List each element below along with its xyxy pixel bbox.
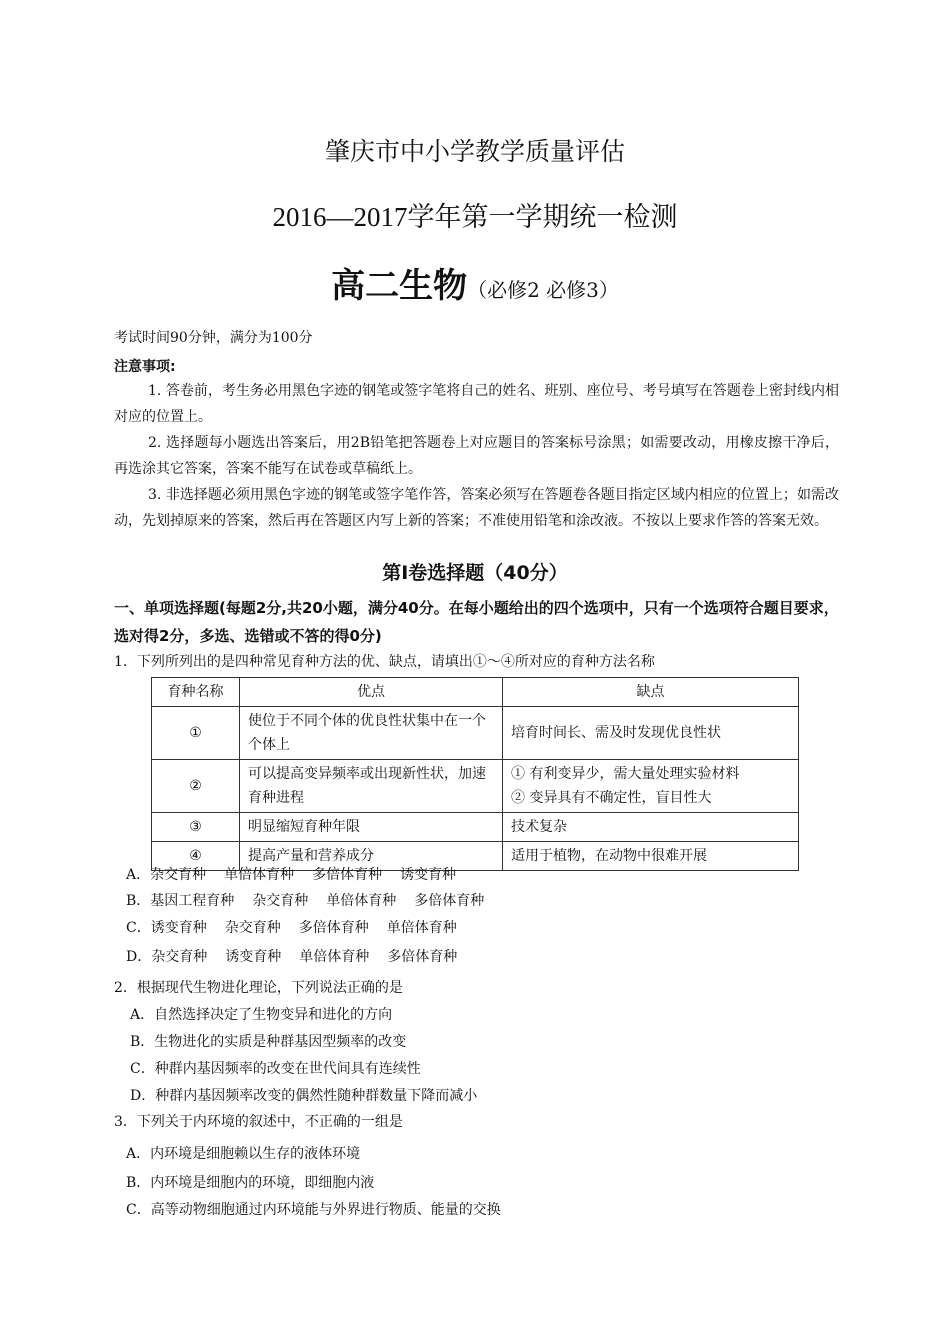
table-cell: 提高产量和营养成分 <box>240 842 503 871</box>
note-item: 3. 非选择题必须用黑色字迹的钢笔或签字笔作答，答案必须写在答题卷各题目指定区域内相应的位置上；如需改动，先划掉原来的答案，然后再在答题区内写上新的答案；不准使用铅笔和涂改液。不按以上要求作答的答案无效。 <box>114 487 839 529</box>
question-3-option-b: B．内环境是细胞内的环境，即细胞内液 <box>126 1175 375 1191</box>
question-2-option-b: B．生物进化的实质是种群基因型频率的改变 <box>130 1034 407 1050</box>
table-cell: 使位于不同个体的优良性状集中在一个个体上 <box>240 707 503 760</box>
option-item: 杂交育种 <box>252 893 309 909</box>
table-cell: 技术复杂 <box>503 813 799 842</box>
option-label: C． <box>126 920 151 936</box>
table-cell: 可以提高变异频率或出现新性状，加速育种进程 <box>240 760 503 813</box>
option-item: 诱变育种 <box>150 920 207 936</box>
option-item: 单倍体育种 <box>386 920 457 936</box>
option-item: 多倍体育种 <box>387 949 458 965</box>
notes-title: 注意事项: <box>114 359 176 375</box>
table-cell-line: ② 变异具有不确定性，盲目性大 <box>511 790 712 806</box>
table-header: 优点 <box>240 678 503 707</box>
question-3-stem: 3．下列关于内环境的叙述中，不正确的一组是 <box>114 1114 403 1130</box>
header-exam-title: 2016—2017学年第一学期统一检测 <box>272 202 678 232</box>
option-item: 多倍体育种 <box>414 893 485 909</box>
table-header: 育种名称 <box>152 678 240 707</box>
question-2-stem: 2．根据现代生物进化理论，下列说法正确的是 <box>114 980 403 996</box>
option-item: 多倍体育种 <box>312 867 383 883</box>
question-2-option-a: A．自然选择决定了生物变异和进化的方向 <box>130 1007 393 1023</box>
table-cell: ③ <box>152 813 240 842</box>
table-cell: 培育时间长、需及时发现优良性状 <box>503 707 799 760</box>
question-1-option-b <box>126 890 484 910</box>
table-cell: 适用于植物，在动物中很难开展 <box>503 842 799 871</box>
breeding-methods-table <box>151 677 799 871</box>
section-title: 第Ⅰ卷选择题（40分） <box>382 562 568 584</box>
option-label: B． <box>126 893 151 909</box>
question-2-option-c: C．种群内基因频率的改变在世代间具有连续性 <box>130 1061 421 1077</box>
note-item: 1. 答卷前，考生务必用黑色字迹的钢笔或签字笔将自己的姓名、班别、座位号、考号填写在答题卷上密封线内相对应的位置上。 <box>114 383 839 425</box>
header-subject <box>0 258 950 307</box>
note-item: 2. 选择题每小题选出答案后，用2B铅笔把答题卷上对应题目的答案标号涂黑；如需要改动，用橡皮擦干净后，再选涂其它答案，答案不能写在试卷或草稿纸上。 <box>114 435 839 477</box>
question-2-option-d: D．种群内基因频率改变的偶然性随种群数量下降而减小 <box>130 1088 478 1104</box>
question-1-option-d <box>126 946 457 966</box>
table-cell: 明显缩短育种年限 <box>240 813 503 842</box>
table-header-row <box>152 678 799 707</box>
question-1-option-a <box>126 864 456 884</box>
section-instructions: 一、单项选择题(每题2分,共20小题，满分40分。在每小题给出的四个选项中，只有一个选项符合题目要求，选对得2分，多选、选错或不答的得0分) <box>114 599 839 645</box>
option-item: 杂交育种 <box>150 867 207 883</box>
option-item: 单倍体育种 <box>299 949 370 965</box>
table-header: 缺点 <box>503 678 799 707</box>
subject-title: 高二生物 <box>331 266 468 306</box>
subject-note: （必修2 必修3） <box>467 278 619 302</box>
table-row <box>152 760 799 813</box>
option-item: 单倍体育种 <box>326 893 397 909</box>
option-item: 杂交育种 <box>151 949 208 965</box>
option-item: 多倍体育种 <box>298 920 369 936</box>
table-cell <box>503 760 799 813</box>
option-item: 诱变育种 <box>225 949 282 965</box>
option-label: A． <box>126 867 151 883</box>
option-item: 单倍体育种 <box>224 867 295 883</box>
question-1-option-c <box>126 917 457 937</box>
option-item: 杂交育种 <box>224 920 281 936</box>
question-1-stem: 1．下列所列出的是四种常见育种方法的优、缺点，请填出①～④所对应的育种方法名称 <box>114 654 655 670</box>
table-row <box>152 707 799 760</box>
table-cell: ① <box>152 707 240 760</box>
exam-info: 考试时间90分钟，满分为100分 <box>114 330 313 346</box>
question-3-option-c: C．高等动物细胞通过内环境能与外界进行物质、能量的交换 <box>126 1202 501 1218</box>
table-row <box>152 813 799 842</box>
option-item: 诱变育种 <box>400 867 457 883</box>
notes-list <box>114 378 839 534</box>
table-cell: ④ <box>152 842 240 871</box>
table-cell: ② <box>152 760 240 813</box>
table-cell-line: ① 有利变异少，需大量处理实验材料 <box>511 766 740 782</box>
option-item: 基因工程育种 <box>150 893 235 909</box>
question-3-option-a: A．内环境是细胞赖以生存的液体环境 <box>126 1146 361 1162</box>
option-label: D． <box>126 949 152 965</box>
header-institution: 肇庆市中小学教学质量评估 <box>324 137 625 166</box>
